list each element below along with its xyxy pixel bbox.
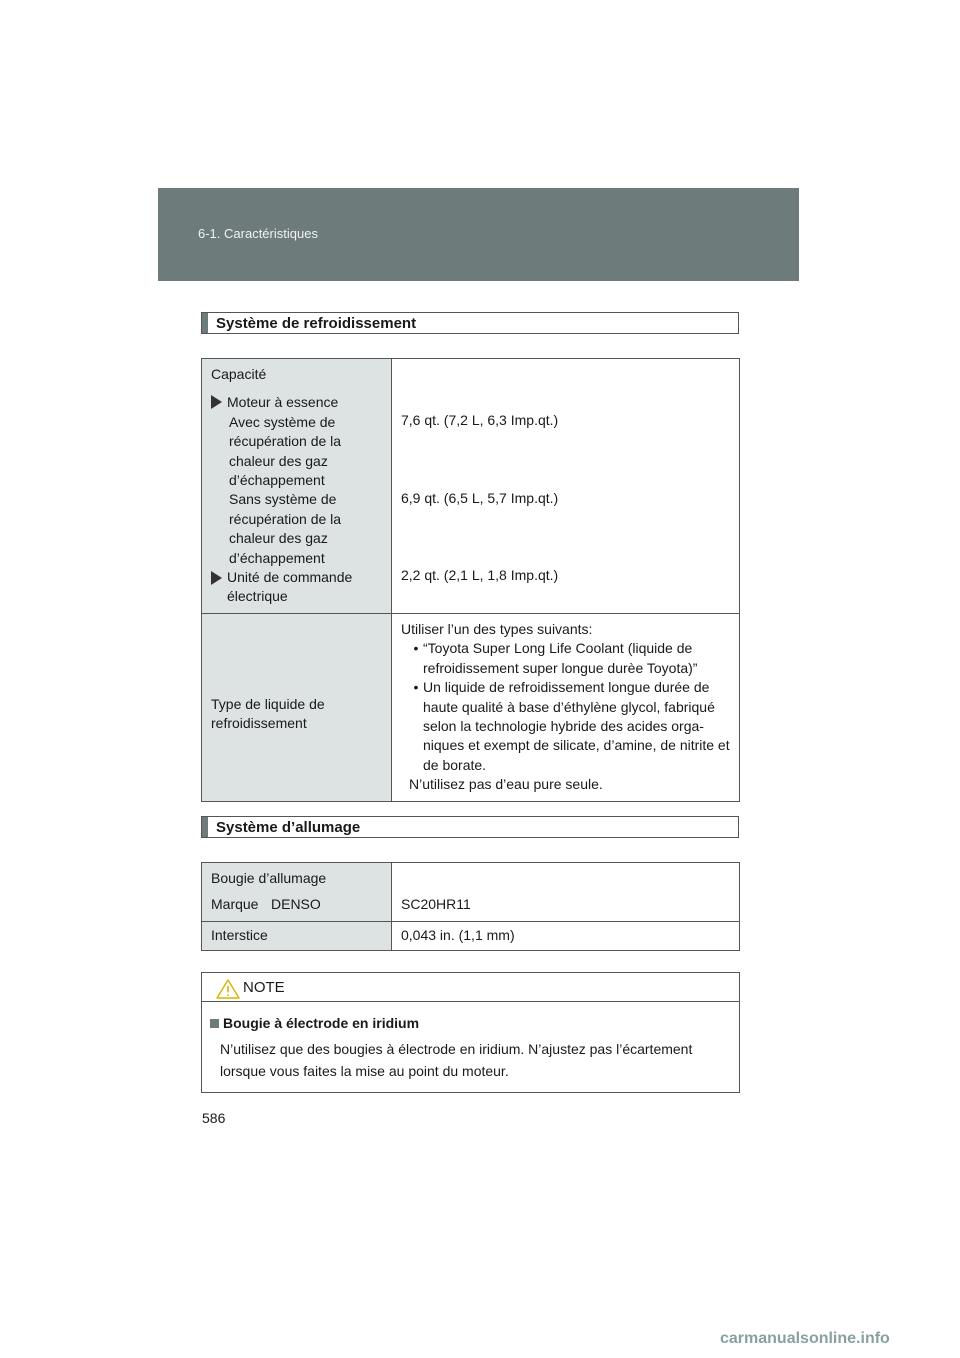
ignition-section-title: Système d’allumage	[216, 819, 361, 836]
header-band	[158, 188, 799, 281]
warning-triangle-icon	[216, 979, 240, 1004]
arrow-right-icon	[211, 571, 222, 585]
cooling-section-header	[201, 312, 739, 334]
ignition-spec-table	[201, 862, 740, 951]
gap-label: Interstice	[202, 921, 392, 950]
coolant-type-value-cell	[392, 613, 740, 801]
cooling-section-title: Système de refroidissement	[216, 315, 417, 332]
note-topic-line	[210, 1012, 731, 1034]
note-title: NOTE	[243, 979, 285, 996]
bullet-dot: •	[413, 640, 419, 657]
spark-plug-label-cell	[202, 863, 392, 922]
engine-label: Moteur à essence	[227, 394, 339, 411]
with-recovery-label: Avec système de récupération de la chaleur des gaz d’échappement	[229, 413, 342, 489]
arrow-right-icon	[211, 395, 222, 409]
brand-label: Marque	[211, 896, 259, 913]
electric-unit-value: 2,2 qt. (2,1 L, 1,8 Imp.qt.)	[401, 567, 559, 583]
coolant-type-row	[202, 613, 740, 801]
coolant-type-label-cell	[202, 613, 392, 801]
coolant-bullet-2	[401, 678, 731, 775]
note-topic: Bougie à électrode en iridium	[223, 1015, 420, 1031]
brand-value: DENSO	[271, 896, 321, 913]
capacity-label: Capacité	[211, 366, 267, 382]
coolant-bullet-1	[401, 639, 731, 678]
note-body	[202, 1002, 739, 1082]
cooling-spec-table	[201, 358, 740, 802]
ignition-section-header	[201, 816, 739, 838]
without-recovery-value: 6,9 qt. (6,5 L, 5,7 Imp.qt.)	[401, 490, 559, 506]
breadcrumb: 6-1. Caractéristiques	[198, 226, 318, 241]
coolant-bullet-1-text: “Toyota Super Long Life Coolant (liquide de refroidissement super longue durèe Toyota)”	[423, 640, 698, 676]
note-header	[202, 973, 739, 1002]
capacity-label-cell	[202, 359, 392, 614]
coolant-intro: Utiliser l’un des types suivants:	[401, 620, 593, 637]
capacity-row	[202, 359, 740, 614]
with-recovery-value: 7,6 qt. (7,2 L, 6,3 Imp.qt.)	[401, 412, 559, 428]
coolant-warning: N’utilisez pas d’eau pure seule.	[409, 776, 603, 793]
capacity-value-cell	[392, 359, 740, 614]
gap-row	[202, 921, 740, 950]
spark-plug-value-cell	[392, 863, 740, 922]
electric-unit-label: Unité de commande électrique	[227, 569, 353, 605]
engine-item	[211, 393, 383, 412]
spark-plug-label: Bougie d’allumage	[211, 870, 327, 886]
spark-plug-model: SC20HR11	[401, 896, 471, 912]
bullet-dot: •	[413, 679, 419, 696]
gap-value: 0,043 in. (1,1 mm)	[392, 921, 740, 950]
coolant-type-label: Type de liquide de refroidissement	[211, 695, 325, 732]
note-box	[201, 972, 740, 1093]
watermark: carmanualsonline.info	[720, 1330, 890, 1347]
coolant-bullet-2-text: Un liquide de refroidissement longue durée de haute qualité à base d’éthylène glycol, fabriqué selon la technologie hybride des acides orga-niques et exempt de silicate, d’amine, de nitrite et de borate.	[423, 679, 730, 773]
page-number: 586	[202, 1110, 226, 1126]
note-text: N’utilisez que des bougies à électrode en iridium. N’ajustez pas l’écartement lorsque vous faites la mise au point du moteur.	[220, 1041, 693, 1079]
spark-plug-row	[202, 863, 740, 922]
square-bullet-icon	[210, 1019, 219, 1028]
without-recovery-label: Sans système de récupération de la chaleur des gaz d’échappement	[229, 491, 342, 566]
electric-unit-item	[211, 568, 383, 607]
